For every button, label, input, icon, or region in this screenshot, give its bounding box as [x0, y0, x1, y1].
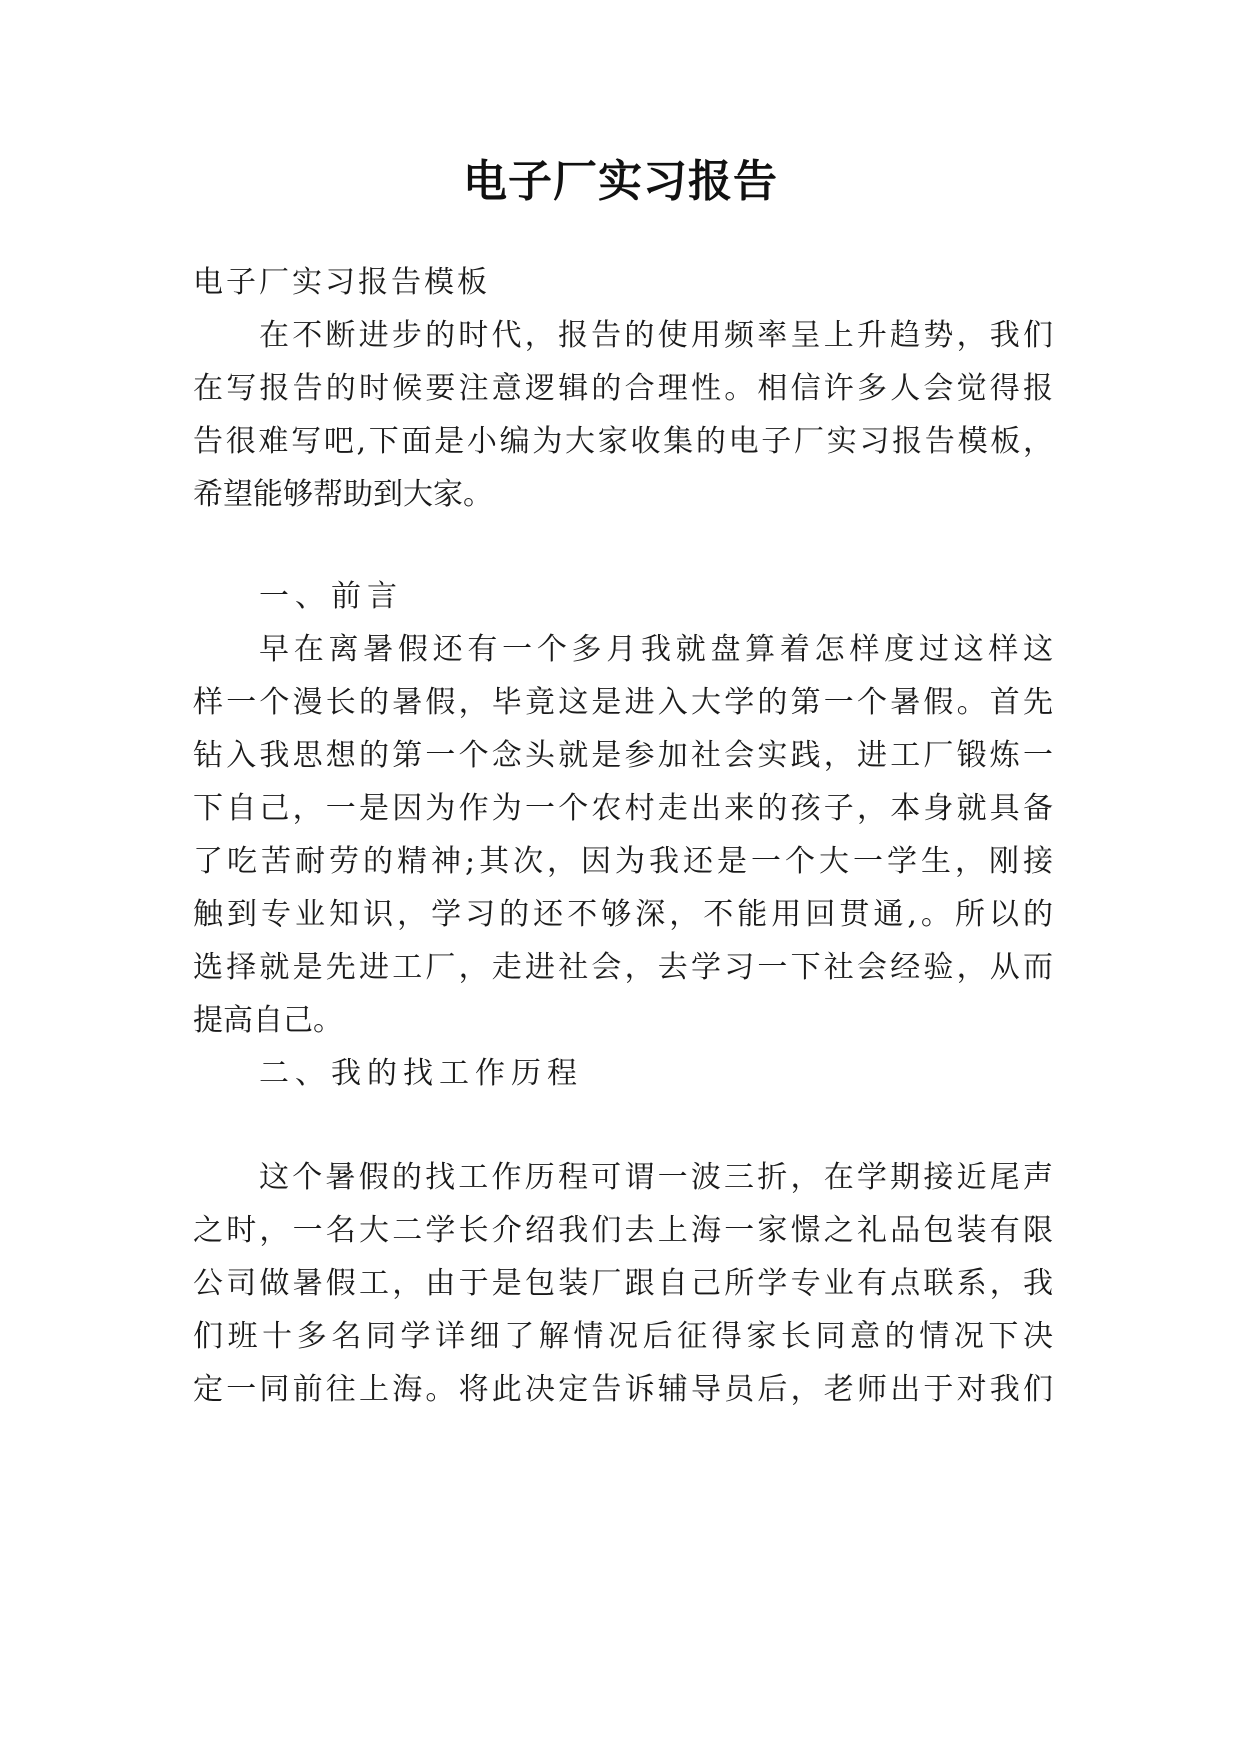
section2-line: 之时，一名大二学长介绍我们去上海一家憬之礼品包装有限: [193, 1213, 1053, 1248]
intro-line: 希望能够帮助到大家。: [193, 477, 493, 512]
section2-line: 们班十多名同学详细了解情况后征得家长同意的情况下决: [193, 1319, 1053, 1354]
section2-line: 公司做暑假工，由于是包装厂跟自己所学专业有点联系，我: [193, 1266, 1053, 1301]
section1-line: 选择就是先进工厂，走进社会，去学习一下社会经验，从而: [193, 950, 1053, 985]
intro-line: 在不断进步的时代，报告的使用频率呈上升趋势，我们: [259, 318, 1053, 353]
section1-line: 样一个漫长的暑假，毕竟这是进入大学的第一个暑假。首先: [193, 685, 1053, 720]
intro-line: 告很难写吧,下面是小编为大家收集的电子厂实习报告模板，: [193, 424, 1053, 459]
section1-line: 钻入我思想的第一个念头就是参加社会实践，进工厂锻炼一: [193, 738, 1053, 773]
section1-line: 了吃苦耐劳的精神;其次，因为我还是一个大一学生，刚接: [193, 844, 1053, 879]
section-heading-preface: 一、前言: [259, 579, 403, 614]
section2-line: 这个暑假的找工作历程可谓一波三折，在学期接近尾声: [259, 1160, 1053, 1195]
document-subtitle: 电子厂实习报告模板: [193, 265, 490, 300]
section1-line: 早在离暑假还有一个多月我就盘算着怎样度过这样这: [259, 632, 1053, 667]
section1-line: 下自己，一是因为作为一个农村走出来的孩子，本身就具备: [193, 791, 1053, 826]
section1-line: 提高自己。: [193, 1003, 343, 1038]
section2-line: 定一同前往上海。将此决定告诉辅导员后，老师出于对我们: [193, 1372, 1053, 1407]
document-title: 电子厂实习报告: [463, 156, 778, 207]
section-heading-job-search: 二、我的找工作历程: [259, 1056, 583, 1091]
section1-line: 触到专业知识，学习的还不够深，不能用回贯通,。所以的: [193, 897, 1053, 932]
intro-line: 在写报告的时候要注意逻辑的合理性。相信许多人会觉得报: [193, 371, 1053, 406]
